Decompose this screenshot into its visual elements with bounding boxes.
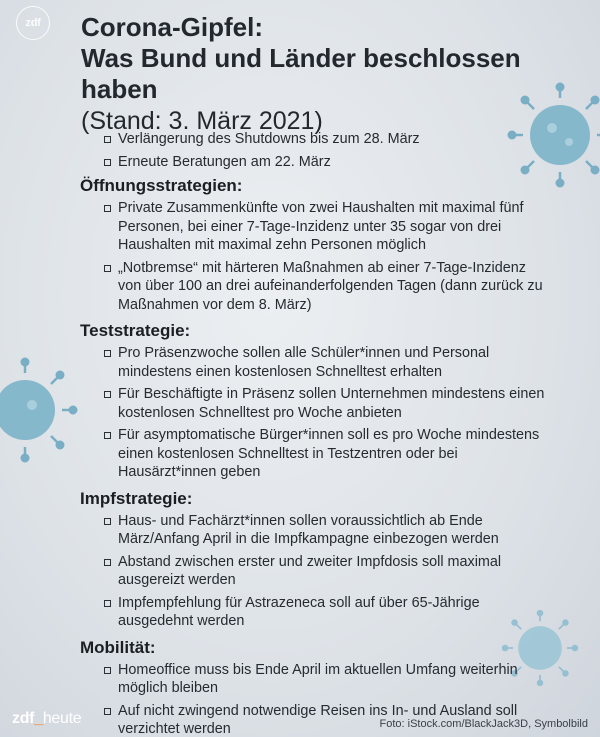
zdfheute-logo: zdf_heute [12, 710, 82, 727]
title-line-1: Corona-Gipfel: [81, 12, 263, 42]
bullet-square-icon [104, 667, 111, 674]
bullet-square-icon [104, 518, 111, 525]
photo-credit: Foto: iStock.com/BlackJack3D, Symbolbild [379, 718, 588, 730]
section-impfstrategie [80, 488, 550, 631]
list-item: Pro Präsenzwoche sollen alle Schüler*innen und Personal mindestens einen kostenlosen Schnelltest erhalten [80, 344, 550, 381]
bullet-square-icon [104, 391, 111, 398]
title-date: (Stand: 3. März 2021) [81, 107, 323, 135]
intro-list [80, 130, 550, 171]
zdf-logo-text: zdf [25, 17, 41, 29]
list-item: Erneute Beratungen am 22. März [80, 153, 550, 172]
zdf-logo [16, 6, 50, 40]
bullet-square-icon [104, 559, 111, 566]
list-item: „Notbremse“ mit härteren Maßnahmen ab einer 7-Tage-Inzidenz von über 100 an drei aufeinanderfolgenden Tagen (dann zurück zu Maßnahmen vor dem 8. März) [80, 259, 550, 315]
list-item: Impfempfehlung für Astrazeneca soll auf über 65-Jährige ausgedehnt werden [80, 594, 550, 631]
list-item: Auf nicht zwingend notwendige Reisen ins In- und Ausland soll verzichtet werden [80, 702, 550, 737]
section-heading: Impfstrategie: [80, 488, 193, 508]
bullet-square-icon [104, 265, 111, 272]
virus-illustration-left [0, 355, 80, 465]
list-item: Private Zusammenkünfte von zwei Haushalten mit maximal fünf Personen, bei einer 7-Tage-Inzidenz unter 35 sogar von drei Haushalten mit maximal zehn Personen möglich [80, 199, 550, 255]
section-heading: Teststrategie: [80, 321, 191, 340]
section-heading: Öffnungsstrategien: [80, 176, 243, 195]
bullet-square-icon [104, 432, 111, 439]
list-item: Für asymptomatische Bürger*innen soll es pro Woche mindestens einen kostenlosen Schnelltest in Testzentren oder bei Hausärzt*innen geben [80, 426, 550, 482]
bullet-square-icon [104, 205, 111, 212]
content [80, 130, 550, 737]
list-item: Homeoffice muss bis Ende April im aktuellen Umfang weiterhin möglich bleiben [80, 661, 550, 698]
bullet-square-icon [104, 159, 111, 166]
bullet-square-icon [104, 350, 111, 357]
bullet-square-icon [104, 708, 111, 715]
list-item: Haus- und Fachärzt*innen sollen voraussichtlich ab Ende März/Anfang April in die Impfkampagne einbezogen werden [80, 512, 550, 549]
list-item: Für Beschäftigte in Präsenz sollen Unternehmen mindestens einen kostenlosen Schnelltest pro Woche anbieten [80, 385, 550, 422]
section-heading: Mobilität: [80, 637, 156, 657]
page-title [81, 12, 591, 137]
section-oeffnungsstrategien [80, 175, 550, 314]
bullet-square-icon [104, 600, 111, 607]
section-teststrategie [80, 320, 550, 482]
list-item: Verlängerung des Shutdowns bis zum 28. März [80, 130, 550, 149]
list-item: Abstand zwischen erster und zweiter Impfdosis soll maximal ausgereizt werden [80, 553, 550, 590]
title-line-2: Was Bund und Länder beschlossen haben [81, 43, 521, 104]
bullet-square-icon [104, 136, 111, 143]
